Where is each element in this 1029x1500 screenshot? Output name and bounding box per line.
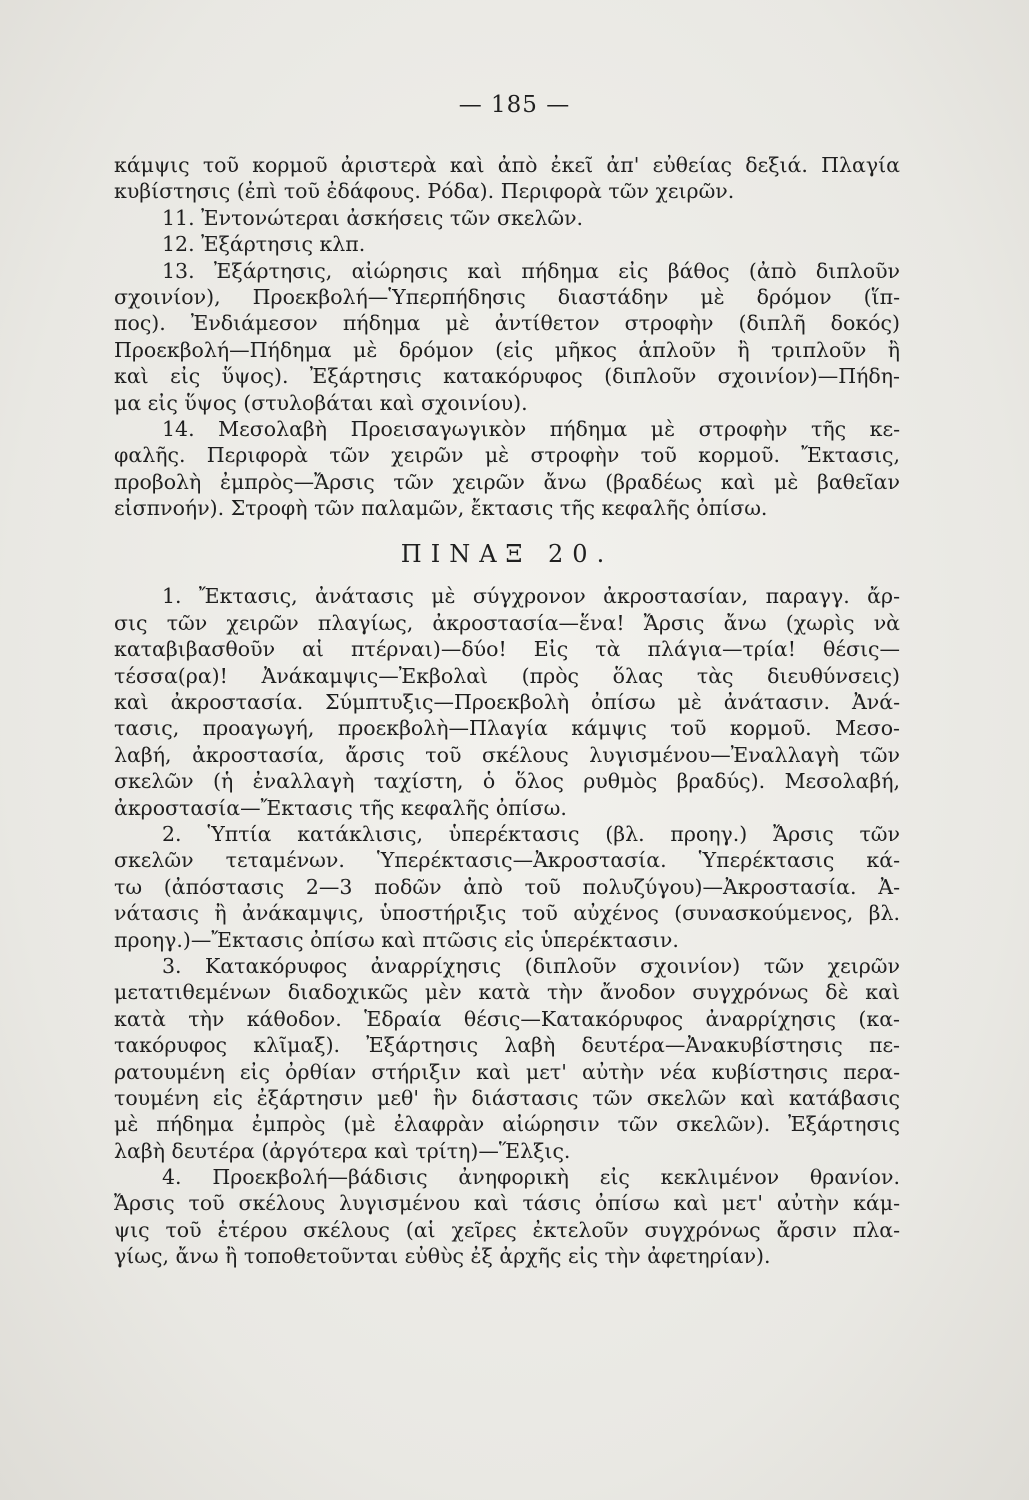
text-line: κυβίστησις (ἐπὶ τοῦ ἐδάφους. Ρόδα). Περιφορὰ τῶν χειρῶν.	[114, 179, 735, 204]
text-line: 1. Ἔκτασις, ἀνάτασις μὲ σύγχρονον ἀκροστασίαν, παραγγ. ἄρ-	[162, 584, 900, 609]
text-line: 13. Ἐξάρτησις, αἰώρησις καὶ πήδημα εἰς βάθος (ἀπὸ διπλοῦν	[162, 258, 900, 283]
text-line: ψις τοῦ ἑτέρου σκέλους (αἱ χεῖρες ἐκτελοῦν συγχρόνως ἄρσιν πλα-	[114, 1217, 900, 1242]
text-line: ἀκροστασία—Ἔκτασις τῆς κεφαλῆς ὀπίσω.	[114, 795, 567, 820]
text-line: 11. Ἐντονώτεραι ἀσκήσεις τῶν σκελῶν.	[162, 205, 584, 230]
text-line: καὶ ἀκροστασία. Σύμπτυξις—Προεκβολὴ ὀπίσω μὲ ἀνάτασιν. Ἀνά-	[114, 690, 900, 715]
text-line: 14. Μεσολαβὴ Προεισαγωγικὸν πήδημα μὲ στροφὴν τῆς κε-	[162, 416, 900, 441]
text-line: προηγ.)—Ἔκτασις ὀπίσω καὶ πτῶσις εἰς ὑπερέκτασιν.	[114, 927, 679, 952]
text-line: προβολὴ ἐμπρὸς—Ἄρσις τῶν χειρῶν ἄνω (βραδέως καὶ μὲ βαθεῖαν	[114, 469, 900, 494]
text-line: νάτασις ἢ ἀνάκαμψις, ὑποστήριξις τοῦ αὐχένος (συνασκούμενος, βλ.	[114, 901, 900, 926]
text-line: 12. Ἐξάρτησις κλπ.	[162, 232, 366, 257]
text-line: πος). Ἐνδιάμεσον πήδημα μὲ ἀντίθετον στροφὴν (διπλῆ δοκός)	[114, 311, 900, 336]
text-line: τασις, προαγωγή, προεκβολὴ—Πλαγία κάμψις τοῦ κορμοῦ. Μεσο-	[114, 716, 900, 741]
text-line: σκελῶν (ἡ ἐναλλαγὴ ταχίστη, ὁ ὅλος ρυθμὸς βραδύς). Μεσολαβή,	[114, 769, 900, 794]
text-line: Προεκβολή—Πήδημα μὲ δρόμον (εἰς μῆκος ἁπλοῦν ἢ τριπλοῦν ἢ	[114, 337, 900, 362]
page-number: — 185 —	[458, 92, 571, 118]
text-line: φαλῆς. Περιφορὰ τῶν χειρῶν μὲ στροφὴν τοῦ κορμοῦ. Ἔκτασις,	[114, 443, 900, 468]
text-line: 2. Ὑπτία κατάκλισις, ὑπερέκτασις (βλ. προηγ.) Ἄρσις τῶν	[162, 821, 900, 846]
body-text	[114, 152, 900, 1270]
text-line: ρατουμένη εἰς ὀρθίαν στήριξιν καὶ μετ' αὐτὴν νέα κυβίστησις περα-	[114, 1059, 900, 1084]
text-line: τουμένη εἰς ἐξάρτησιν μεθ' ἣν διάστασις τῶν σκελῶν καὶ κατάβασις	[114, 1085, 900, 1110]
text-line: 4. Προεκβολή—βάδισις ἀνηφορικὴ εἰς κεκλιμένον θρανίον.	[162, 1165, 900, 1190]
text-line: κατὰ τὴν κάθοδον. Ἑδραία θέσις—Κατακόρυφος ἀναρρίχησις (κα-	[114, 1006, 900, 1031]
text-line: τακόρυφος κλῖμαξ). Ἐξάρτησις λαβὴ δευτέρα—Ἀνακυβίστησις πε-	[114, 1033, 900, 1058]
text-line: κάμψις τοῦ κορμοῦ ἀριστερὰ καὶ ἀπὸ ἐκεῖ ἀπ' εὐθείας δεξιά. Πλαγία	[114, 153, 900, 177]
text-line: Ἄρσις τοῦ σκέλους λυγισμένου καὶ τάσις ὀπίσω καὶ μετ' αὐτὴν κάμ-	[114, 1191, 900, 1216]
text-line: τέσσα(ρα)! Ἀνάκαμψις—Ἐκβολαὶ (πρὸς ὅλας τὰς διευθύνσεις)	[114, 663, 900, 688]
text-line: μα εἰς ὕψος (στυλοβάται καὶ σχοινίου).	[114, 390, 528, 415]
text-line: εἰσπνοήν). Στροφὴ τῶν παλαμῶν, ἔκτασις τῆς κεφαλῆς ὀπίσω.	[114, 496, 768, 521]
text-line: τω (ἀπόστασις 2—3 ποδῶν ἀπὸ τοῦ πολυζύγου)—Ἀκροστασία. Ἀ-	[114, 874, 900, 899]
text-line: μετατιθεμένων διαδοχικῶς μὲν κατὰ τὴν ἄνοδον συγχρόνως δὲ καὶ	[114, 980, 900, 1005]
text-line: λαβή, ἀκροστασία, ἄρσις τοῦ σκέλους λυγισμένου—Ἐναλλαγὴ τῶν	[114, 742, 900, 767]
text-line: καὶ εἰς ὕψος). Ἐξάρτησις κατακόρυφος (διπλοῦν σχοινίον)—Πήδη-	[114, 364, 900, 389]
text-line: λαβὴ δευτέρα (ἀργότερα καὶ τρίτη)—Ἕλξις.	[114, 1138, 571, 1163]
text-line: καταβιβασθοῦν αἱ πτέρναι)—δύο! Εἰς τὰ πλάγια—τρία! θέσις—	[114, 637, 900, 662]
text-line: 3. Κατακόρυφος ἀναρρίχησις (διπλοῦν σχοινίον) τῶν χειρῶν	[162, 953, 900, 978]
text-line: γίως, ἄνω ἢ τοποθετοῦνται εὐθὺς ἐξ ἀρχῆς εἰς τὴν ἀφετηρίαν).	[114, 1244, 771, 1269]
text-line: σχοινίον), Προεκβολή—Ὑπερπήδησις διαστάδην μὲ δρόμον (ἵπ-	[114, 284, 900, 309]
text-line: μὲ πήδημα ἐμπρὸς (μὲ ἐλαφρὰν αἰώρησιν τῶν σκελῶν). Ἐξάρτησις	[114, 1112, 900, 1137]
text-line: σκελῶν τεταμένων. Ὑπερέκτασις—Ἀκροστασία. Ὑπερέκτασις κά-	[114, 848, 900, 873]
section-heading: ΠΙΝΑΞ 20.	[400, 540, 614, 569]
text-line: σις τῶν χειρῶν πλαγίως, ἀκροστασία—ἕνα! Ἄρσις ἄνω (χωρὶς νὰ	[114, 610, 900, 635]
